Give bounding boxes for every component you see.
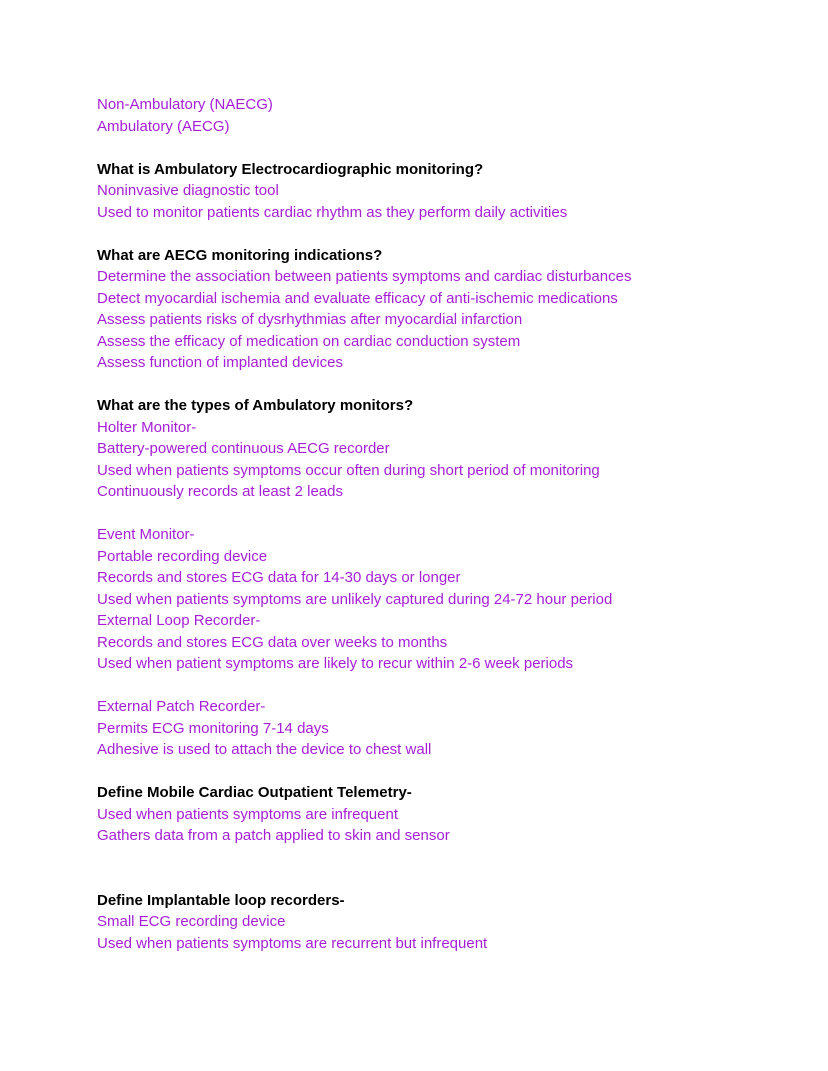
note-section xyxy=(97,159,768,224)
note-line: Battery-powered continuous AECG recorder xyxy=(97,440,390,457)
note-line: Assess function of implanted devices xyxy=(97,354,343,371)
note-line: Continuously records at least 2 leads xyxy=(97,483,343,500)
note-line: Small ECG recording device xyxy=(97,913,286,930)
note-line: Used when patients symptoms are unlikely captured during 24-72 hour period xyxy=(97,590,613,608)
note-line: Assess patients risks of dysrhythmias after myocardial infarction xyxy=(97,311,523,328)
note-line: Used when patient symptoms are likely to recur within 2-6 week periods xyxy=(97,655,574,672)
note-line: Non-Ambulatory (NAECG) xyxy=(97,96,273,113)
note-section xyxy=(97,782,768,847)
note-line: Used when patients symptoms are recurrent but infrequent xyxy=(97,934,488,952)
note-line: Adhesive is used to attach the device to chest wall xyxy=(97,741,432,758)
note-section xyxy=(97,524,768,675)
note-line: Assess the efficacy of medication on cardiac conduction system xyxy=(97,332,521,350)
note-section xyxy=(97,696,768,761)
note-line: External Patch Recorder- xyxy=(97,698,266,715)
note-line: Used when patients symptoms occur often during short period of monitoring xyxy=(97,461,600,479)
note-line: Noninvasive diagnostic tool xyxy=(97,182,279,199)
note-line: Records and stores ECG data for 14-30 days or longer xyxy=(97,569,461,586)
note-section xyxy=(97,890,768,955)
section-heading: What is Ambulatory Electrocardiographic monitoring? xyxy=(97,160,484,178)
note-line: Holter Monitor- xyxy=(97,418,197,436)
note-line: Permits ECG monitoring 7-14 days xyxy=(97,719,329,737)
note-line: Used to monitor patients cardiac rhythm as they perform daily activities xyxy=(97,203,568,221)
note-line: Ambulatory (AECG) xyxy=(97,117,230,135)
note-line: External Loop Recorder- xyxy=(97,612,261,629)
section-heading: Define Mobile Cardiac Outpatient Telemetry- xyxy=(97,784,412,801)
note-line: Used when patients symptoms are infrequent xyxy=(97,805,398,823)
note-line: Gathers data from a patch applied to skin and sensor xyxy=(97,827,450,844)
note-line: Portable recording device xyxy=(97,547,268,565)
note-line: Detect myocardial ischemia and evaluate efficacy of anti-ischemic medications xyxy=(97,289,618,307)
note-line: Event Monitor- xyxy=(97,526,195,543)
section-heading: What are AECG monitoring indications? xyxy=(97,246,383,264)
document-body xyxy=(97,94,768,954)
section-heading: What are the types of Ambulatory monitors? xyxy=(97,397,414,414)
note-line: Records and stores ECG data over weeks to months xyxy=(97,633,448,651)
section-heading: Define Implantable loop recorders- xyxy=(97,891,345,909)
note-section xyxy=(97,395,768,503)
note-line: Determine the association between patients symptoms and cardiac disturbances xyxy=(97,268,632,285)
note-section xyxy=(97,94,768,137)
note-section xyxy=(97,245,768,374)
